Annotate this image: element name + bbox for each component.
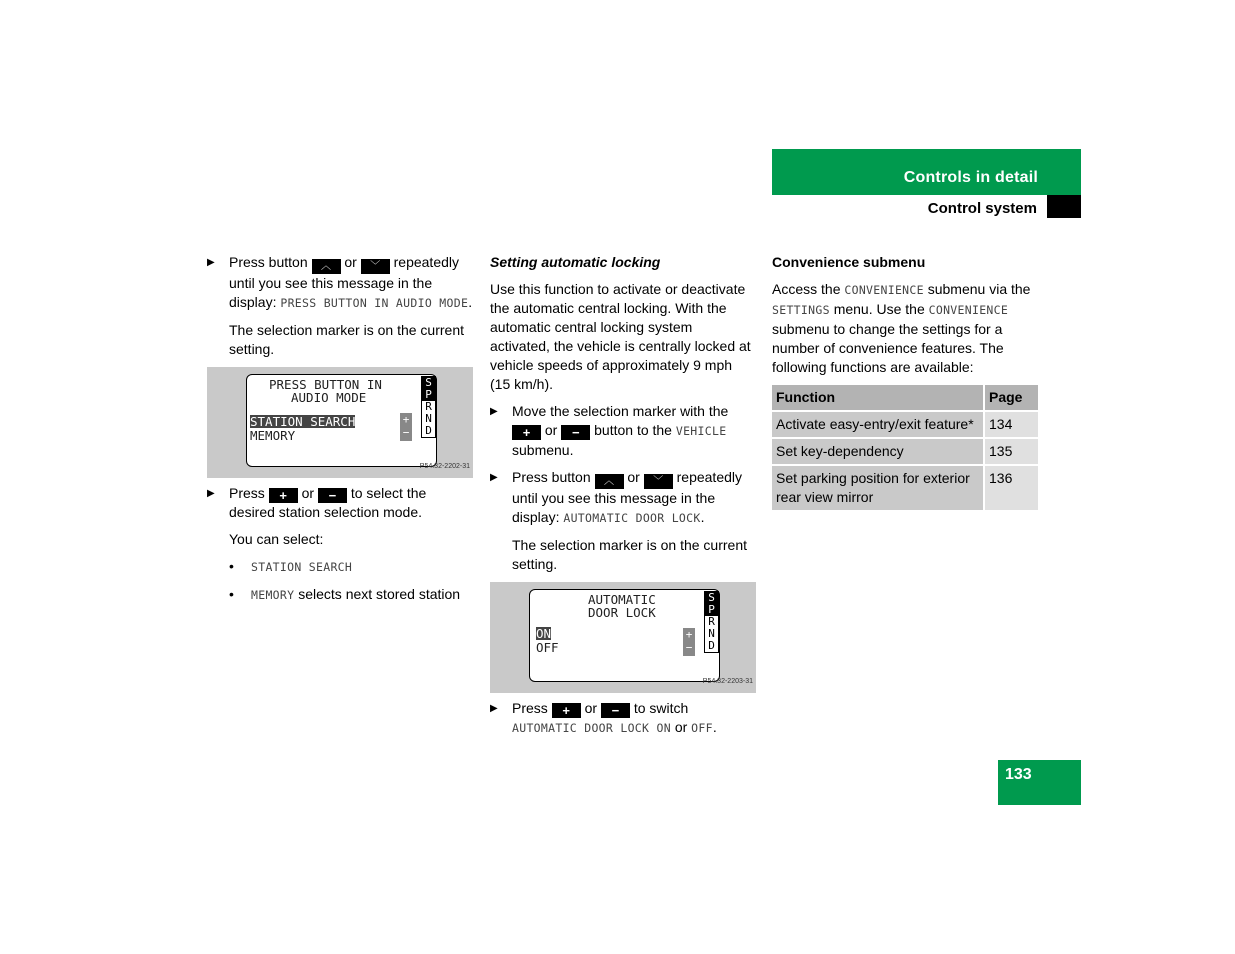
section-heading: Convenience submenu [772,254,926,270]
section-heading: Setting automatic locking [490,254,661,270]
step-arrow-icon: ▶ [207,257,215,268]
step-arrow-icon: ▶ [490,472,498,483]
table-row: Set key-dependency 135 [772,438,1038,465]
bullet-icon: • [229,586,234,602]
gear-indicator: S P R N D [704,591,719,653]
instruction-step: ▶ Press button ︿ or ﹀ repeatedly until you see this message in the display: AUTOMATIC DOOR LOCK. [490,469,743,525]
column-middle [490,253,756,746]
page-number: 133 [1005,766,1032,783]
note: The selection marker is on the current setting. [512,537,747,572]
display-illustration [490,582,756,693]
step-arrow-icon: ▶ [490,406,498,417]
section-header-bar [772,149,1081,195]
note: The selection marker is on the current setting. [229,322,464,357]
section-title: Controls in detail [903,169,1038,186]
figure-reference: P54.32-2202-31 [419,463,470,470]
table-header-function: Function [772,385,984,411]
intro-paragraph: Use this function to activate or deactivate the automatic central locking. With the automatic central locking system activated, the vehicle is centrally locked at vehicle speeds of approximately 9 mph (15 km/h). [490,281,751,392]
instruction-step: ▶ Press + or − to switch AUTOMATIC DOOR LOCK ON or OFF. [490,700,717,735]
step-arrow-icon: ▶ [490,703,498,714]
table-row: Set parking position for exterior rear view mirror 136 [772,465,1038,510]
step-arrow-icon: ▶ [207,488,215,499]
list-item: • STATION SEARCH [229,558,353,574]
list-item: • MEMORY selects next stored station [229,586,461,602]
subsection-title: Control system [927,200,1037,217]
display-screen: AUTOMATIC DOOR LOCK ON OFF + − S P R N D [529,589,720,682]
display-screen: PRESS BUTTON IN AUDIO MODE STATION SEARCH MEMORY + − S P R N D [246,374,437,467]
plus-button-icon: + [269,488,298,503]
plus-minus-icon: + − [400,413,412,441]
minus-button-icon: − [318,488,347,503]
intro-paragraph: Access the CONVENIENCE submenu via the SETTINGS menu. Use the CONVENIENCE submenu to change the settings for a number of convenience features. The following functions are available: [772,281,1031,375]
column-left [207,253,473,613]
up-arrow-button-icon: ︿ [595,474,624,489]
plus-minus-icon: + − [683,628,695,656]
up-arrow-button-icon: ︿ [312,259,341,274]
down-arrow-button-icon: ﹀ [361,259,390,274]
minus-button-icon: − [561,425,590,440]
plus-button-icon: + [512,425,541,440]
table-header-page: Page [984,385,1038,411]
note: You can select: [229,531,324,547]
function-table [772,385,1038,510]
header-marker [1047,195,1081,218]
gear-indicator: S P R N D [421,376,436,438]
display-illustration [207,367,473,478]
table-row: Activate easy-entry/exit feature* 134 [772,411,1038,438]
instruction-step: ▶ Press button ︿ or ﹀ repeatedly until you see this message in the display: PRESS BUTTON IN AUDIO MODE. [207,254,473,310]
minus-button-icon: − [601,703,630,718]
instruction-step: ▶ Press + or − to select the desired station selection mode. [207,485,427,520]
figure-reference: P54.32-2203-31 [702,678,753,685]
down-arrow-button-icon: ﹀ [644,474,673,489]
page-number-box [998,760,1081,805]
bullet-icon: • [229,558,234,574]
plus-button-icon: + [552,703,581,718]
column-right [772,253,1038,510]
instruction-step: ▶ Move the selection marker with the + or − button to the VEHICLE submenu. [490,403,729,458]
